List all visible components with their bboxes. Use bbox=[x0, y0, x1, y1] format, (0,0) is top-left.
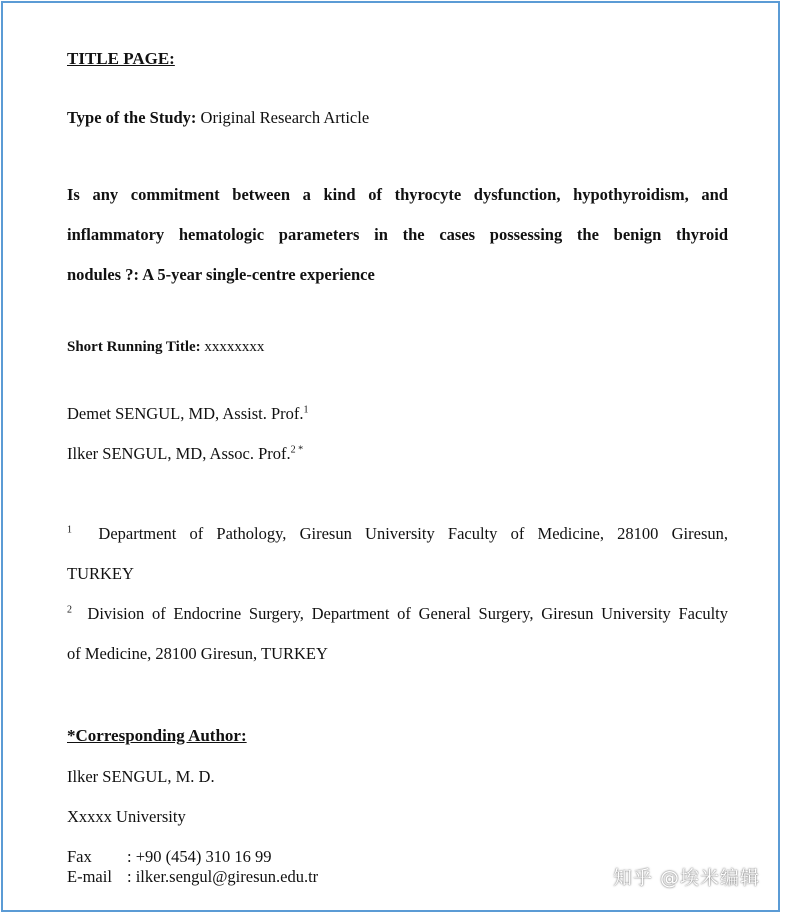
email-label: E-mail bbox=[67, 867, 112, 886]
corresponding-name: Ilker SENGUL, M. D. bbox=[67, 767, 215, 786]
study-type-label: Type of the Study: bbox=[67, 108, 197, 127]
short-running-title-label: Short Running Title: bbox=[67, 339, 201, 355]
author-name: Ilker SENGUL, MD, Assoc. Prof. bbox=[67, 444, 291, 463]
email-row bbox=[67, 867, 318, 887]
study-type bbox=[67, 108, 369, 128]
affiliation-text: Division of Endocrine Surgery, Department of General Surgery, Giresun University Faculty bbox=[87, 604, 728, 623]
fax-value: : +90 (454) 310 16 99 bbox=[127, 847, 272, 866]
article-title-line: nodules ?: A 5-year single-centre experience bbox=[67, 265, 375, 284]
author-name: Demet SENGUL, MD, Assist. Prof. bbox=[67, 404, 304, 423]
title-page-heading: TITLE PAGE: bbox=[67, 49, 175, 68]
contact-block bbox=[67, 847, 318, 887]
short-running-title-value: xxxxxxxx bbox=[200, 339, 265, 355]
fax-row bbox=[67, 847, 318, 867]
affiliation-sup: 1 bbox=[67, 524, 72, 536]
short-running-title bbox=[67, 339, 264, 356]
fax-label: Fax bbox=[67, 847, 92, 866]
author-1 bbox=[67, 404, 309, 424]
affiliation-text: Department of Pathology, Giresun University Faculty of Medicine, 28100 Giresun, bbox=[98, 524, 728, 543]
affiliation-sup: 2 bbox=[67, 604, 72, 616]
affiliation-1 bbox=[67, 514, 728, 594]
corresponding-author-heading: *Corresponding Author: bbox=[67, 726, 247, 745]
corresponding-university: Xxxxx University bbox=[67, 807, 186, 826]
study-type-value: Original Research Article bbox=[196, 108, 370, 127]
article-title-line: inflammatory hematologic parameters in the cases possessing the benign thyroid bbox=[67, 225, 728, 244]
affiliation-line bbox=[67, 514, 728, 554]
affiliation-2 bbox=[67, 594, 728, 674]
author-sup: 2 * bbox=[290, 444, 304, 456]
affiliation-line bbox=[67, 594, 728, 634]
document-page bbox=[1, 1, 780, 912]
affiliation-line: TURKEY bbox=[67, 564, 134, 583]
author-sup: 1 bbox=[303, 404, 309, 416]
article-title bbox=[67, 175, 728, 295]
affiliation-line: of Medicine, 28100 Giresun, TURKEY bbox=[67, 644, 328, 663]
author-2 bbox=[67, 444, 303, 464]
article-title-line: Is any commitment between a kind of thyrocyte dysfunction, hypothyroidism, and bbox=[67, 185, 728, 204]
email-value: : ilker.sengul@giresun.edu.tr bbox=[127, 867, 319, 886]
watermark: 知乎 @埃米编辑 bbox=[612, 867, 760, 889]
